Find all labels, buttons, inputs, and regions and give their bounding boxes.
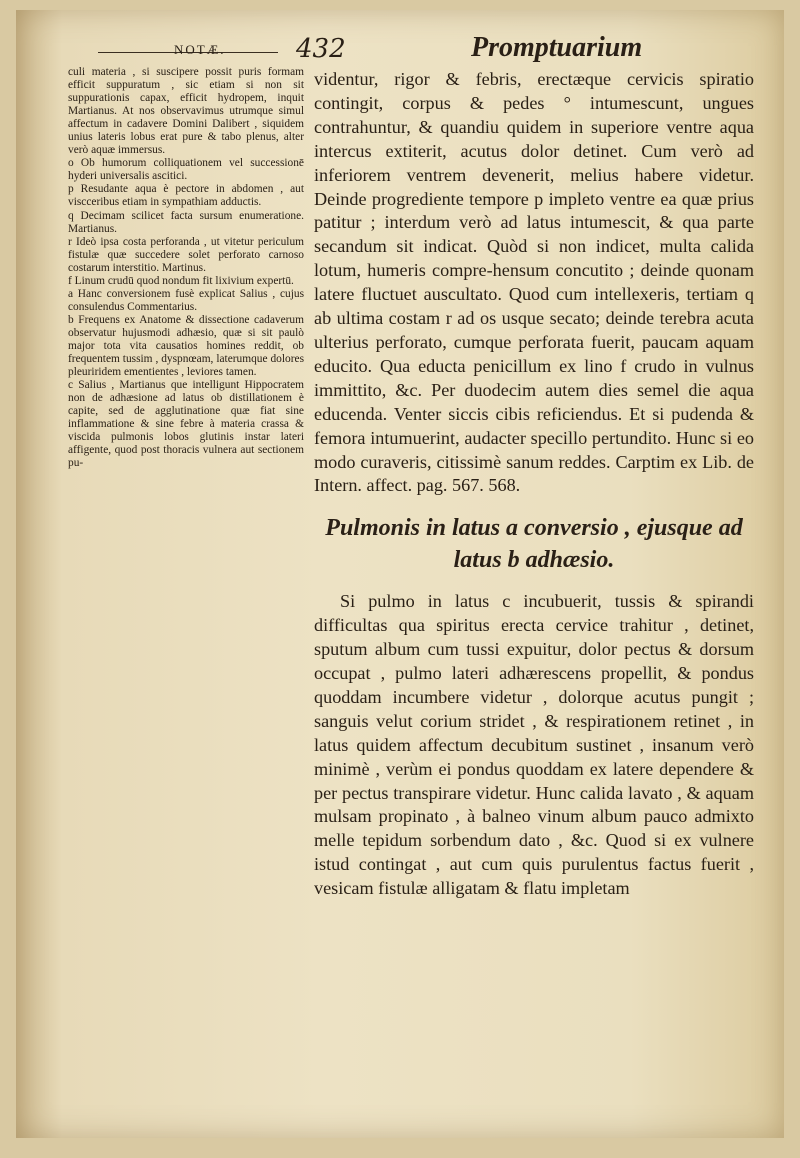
note-item: culi materia , si suscipere possit puris formam efficit suppuratum , sic etiam si non sit suppurationis capax, efficit hydropem, inquit Martianus. At nos observavimus utrumque simul affectum in cadavere Domini Dalibert , siquidem unius lateris lobus erat pure & tabo plenus, alter verò aquæ immersus. — [68, 66, 304, 157]
main-text-column — [314, 68, 754, 901]
note-item: b Frequens ex Anatome & dissectione cadaverum observatur hujusmodi adhæsio, quæ si sit paulò major tota vita causatios homines reddit, ob frequentem tussim , dyspnœam, laterumque dolores pleuriridem ementientes , leviores tamen. — [68, 313, 304, 379]
main-paragraph: Si pulmo in latus c incubuerit, tussis & spirandi difficultas qua spiritus erecta cervice trahitur , detinet, sputum album cum tussi expuitur, dolor pectus & dorsum occupat , pulmo lateri adhærescens propellit, & pondus quoddam incumbere videtur , dolorque acutus pungit ; sanguis velut corium stridet , & respirationem retinet , in latus quidem affectum decubitum sustinet , insanum verò minimè , verùm ei pondus quoddam ex latere dependere & per pectus transpirare videtur. Hunc calida lavato , & aquam mulsam propinato , à balneo vinum album pauco admixto melle tepidum sorbendum dato , &c. Quod si ex vulnere istud contingat , aut cum quis purulentus factus fuerit , vesicam fistulæ alligatam & flatu impletam — [314, 591, 754, 899]
note-item: f Linum crudū quod nondum fit lixivium expertū. — [68, 274, 294, 287]
main-paragraph: videntur, rigor & febris, erectæque cervicis spiratio contingit, corpus & pedes ° intumescunt, ungues contrahuntur, & quandiu quidem in superiore ventre aqua intercus extiterit, acutus dolor detinet. Cum verò ad inferiorem ventrem devenerit, melius habere videtur. Deinde progrediente tempore p impleto ventre ea quæ prius patitur ; interdum verò ad latus intumescit, & qua parte secandum sit indicat. Quòd si non indicet, multa calida lotum, humeris compre-hensum concutito ; deinde quonam latere fluctuet auscultato. Quod cum intellexeris, tertiam q ab ultima costam r ad os usque secato; deinde terebra acuta ulterius perforato, cumque perforata fuerit, paucam aquam educito. Qua educta penicillum ex lino f crudo in vulnus immittito, &c. Per duodecim autem dies semel die aqua educenda. Venter siccis cibis reficiendus. Et si pudenda & femora intumuerint, audacter specillo pertundito. Hunc si eo modo curaveris, citissimè sanum reddes. Carptim ex Lib. de Intern. affect. pag. 567. 568. — [314, 69, 754, 496]
section-heading: Pulmonis in latus a conversio , ejusque ad latus b adhæsio. — [325, 515, 743, 574]
note-item: r Ideò ipsa costa perforanda , ut vitetur periculum fistulæ quæ succedere solet perforato carnoso costarum interstitio. Martinus. — [68, 235, 304, 274]
note-item: c Salius , Martianus que intelligunt Hippocratem non de adhæsione ad latus ob distillationem è capite, sed de agglutinatione quæ fiat sine inflammatione & sine febre à materia crassa & viscida pulmonis lobos glutinis instar lateri affigente, quod post thoracis vulnera aut sectionem pu- — [68, 379, 304, 470]
marginal-notes-column — [68, 66, 304, 470]
note-item: o Ob humorum colliquationem vel successionē hyderi universalis ascitici. — [68, 157, 304, 183]
note-item: a Hanc conversionem fusè explicat Salius , cujus consulendus Commentarius. — [68, 287, 304, 313]
book-page — [16, 10, 784, 1138]
note-item: p Resudante aqua è pectore in abdomen , aut viscceribus etiam in sympathiam adductis. — [68, 183, 304, 209]
notes-label: NOTÆ. — [174, 42, 226, 57]
note-item: q Decimam scilicet facta sursum enumeratione. Martianus. — [68, 209, 304, 235]
running-title: Promptuarium — [471, 32, 643, 63]
page-number: 432 — [296, 34, 346, 64]
